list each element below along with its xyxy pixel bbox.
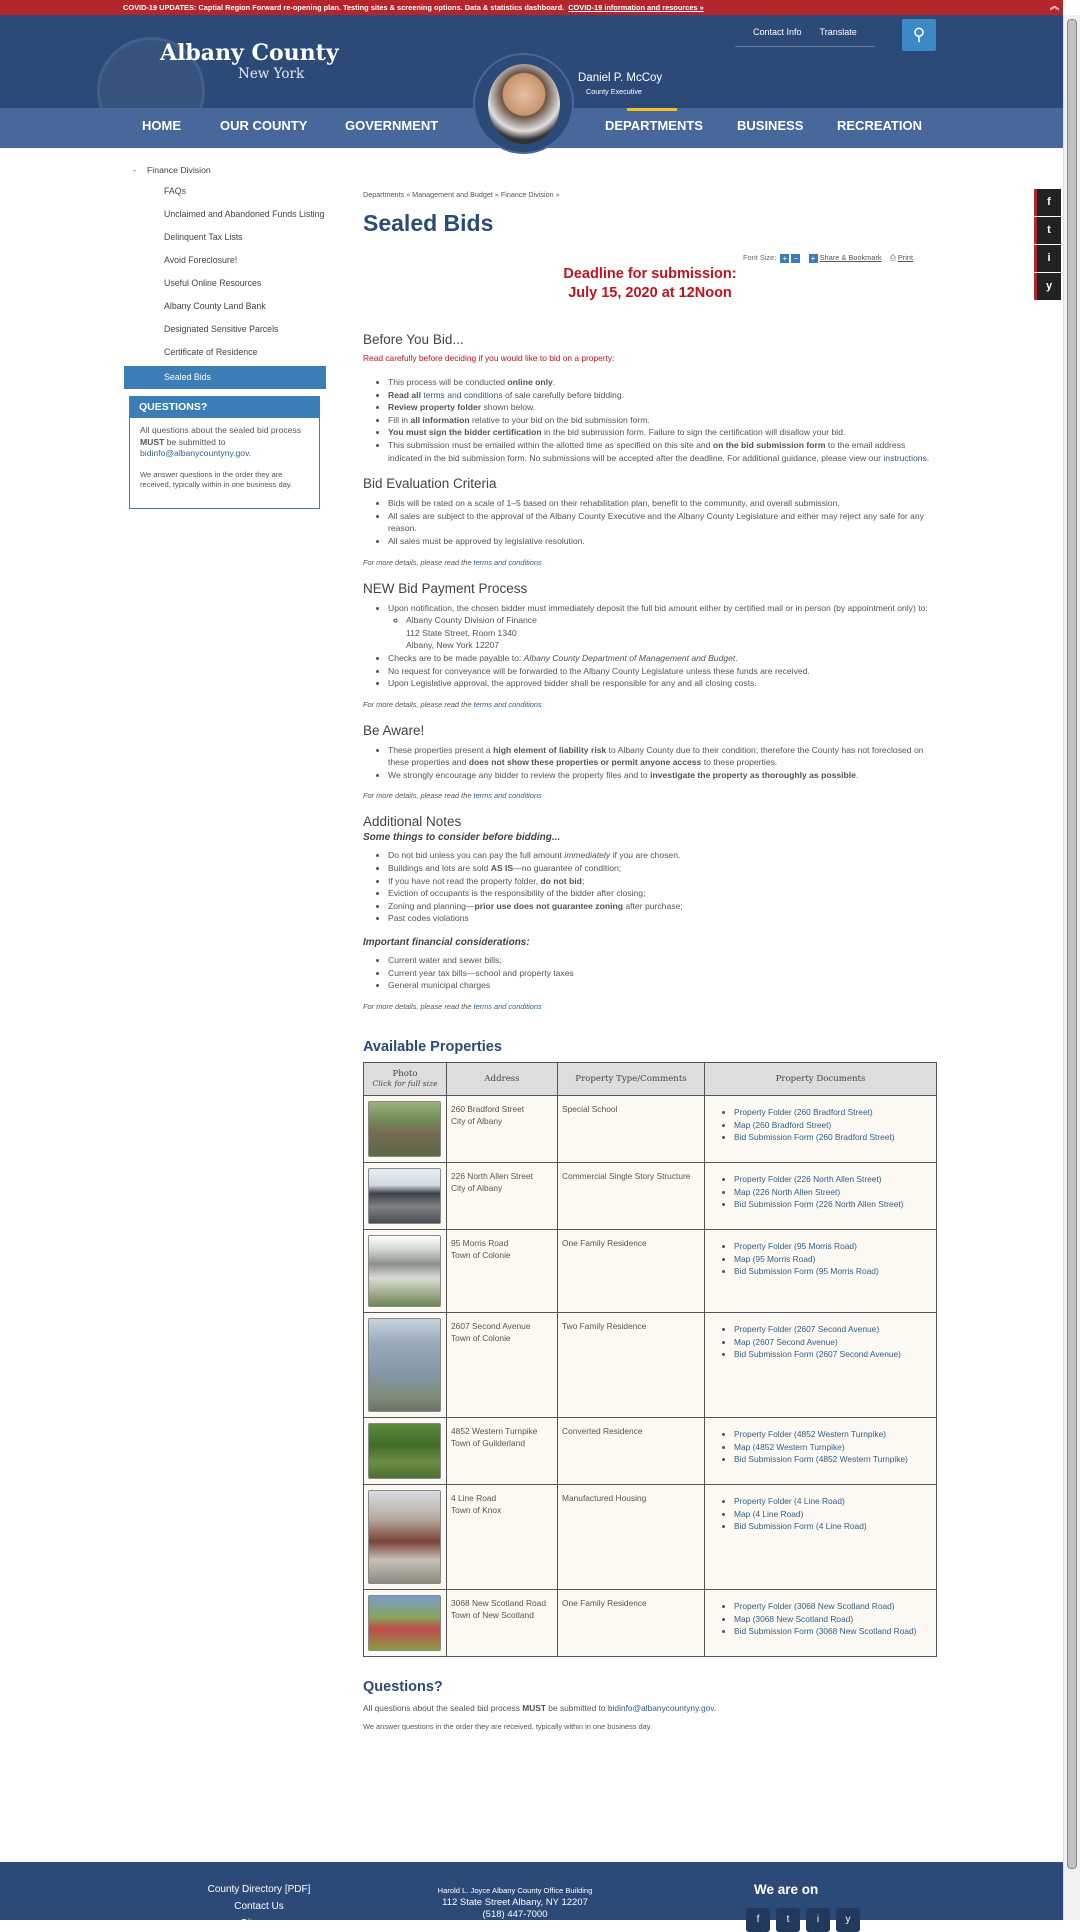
table-row: [364, 1312, 937, 1417]
documents-cell: [705, 1229, 937, 1312]
payment-heading: NEW Bid Payment Process: [363, 580, 528, 596]
property-folder-link[interactable]: Property Folder (226 North Allen Street): [734, 1173, 882, 1184]
documents-cell: [705, 1484, 937, 1589]
photo-cell: [364, 1417, 447, 1484]
nav-government[interactable]: GOVERNMENT: [345, 118, 439, 133]
aware-heading: Be Aware!: [363, 722, 425, 738]
documents-cell: [705, 1095, 937, 1162]
aware-list: [388, 744, 937, 782]
instructions-link[interactable]: instructions: [883, 452, 927, 463]
footer-social-icons: [746, 1908, 866, 1932]
nav-departments[interactable]: DEPARTMENTS: [605, 118, 703, 133]
print-link[interactable]: Print: [897, 253, 914, 262]
list-item: • This process will be conducted online only.: [388, 376, 937, 389]
photo-cell: [364, 1312, 447, 1417]
translate-link[interactable]: Translate: [819, 27, 857, 37]
type-cell: One Family Residence: [558, 1589, 705, 1656]
map-link[interactable]: Map (226 North Allen Street): [734, 1186, 841, 1197]
page-title: Sealed Bids: [363, 210, 494, 236]
list-item: • Fill in all information relative to your bid on the bid submission form.: [388, 414, 937, 427]
property-folder-link[interactable]: Property Folder (2607 Second Avenue): [734, 1323, 880, 1334]
bidinfo-email-link[interactable]: bidinfo@albanycountyny.gov: [607, 1702, 714, 1713]
questions-box: QUESTIONS? All questions about the sealed bid process MUST be submitted to bidinfo@albanycountyny.gov. We answer questions in the order they are received, typically within in one business day.: [129, 396, 320, 509]
list-item: • No request for conveyance will be forwarded to the Albany County Legislature unless these funds are received.: [388, 665, 937, 678]
list-item: • All sales are subject to the approval of the Albany County Executive and the Albany County Legislature and either may reject any sale for any reason.: [388, 510, 937, 535]
sidebar-item-online-resources[interactable]: Useful Online Resources: [164, 278, 262, 288]
map-link[interactable]: Map (2607 Second Avenue): [734, 1336, 838, 1347]
list-item: • These properties present a high element of liability risk to Albany County due to their condition; therefore the County has not foreclosed on these properties and does not show these properties or permit anyone access to these properties.: [388, 744, 937, 769]
share-icon: +: [809, 254, 818, 263]
terms-conditions-link[interactable]: terms and conditions: [473, 557, 542, 567]
list-item: • Review property folder shown below.: [388, 401, 937, 414]
page-tools: Font Size: + − + Share & Bookmark ⎙ Print: [743, 253, 914, 263]
bidinfo-email-link[interactable]: bidinfo@albanycountyny.gov: [140, 448, 249, 458]
address-cell: 3068 New Scotland Road Town of New Scotland: [447, 1589, 558, 1656]
nav-our-county[interactable]: OUR COUNTY: [220, 118, 308, 133]
list-item: • If you have not read the property folder, do not bid;: [388, 875, 937, 888]
scrollbar-thumb[interactable]: [1067, 19, 1077, 1869]
print-icon: ⎙: [889, 253, 896, 262]
search-icon: ⚲: [912, 25, 926, 44]
footer-sitemap-link[interactable]: Sitemap: [240, 1918, 278, 1929]
property-photo[interactable]: [368, 1595, 441, 1651]
address-item: ◦ Albany County Division of Finance 112 State Street, Room 1340 Albany, New York 12207: [406, 614, 937, 652]
financial-list: [388, 954, 937, 992]
sidebar-item-unclaimed-funds[interactable]: Unclaimed and Abandoned Funds Listing: [164, 209, 325, 219]
executive-name: Daniel P. McCoy: [578, 72, 663, 84]
site-logo-title[interactable]: Albany County: [160, 40, 339, 66]
youtube-icon[interactable]: y: [1034, 273, 1061, 300]
main-content: [363, 190, 937, 1731]
table-row: [364, 1417, 937, 1484]
address-cell: 260 Bradford Street City of Albany: [447, 1095, 558, 1162]
terms-conditions-link[interactable]: terms and conditions: [473, 791, 542, 801]
table-row: [364, 1484, 937, 1589]
bid-form-link[interactable]: Bid Submission Form (260 Bradford Street): [734, 1132, 895, 1143]
map-link[interactable]: Map (260 Bradford Street): [734, 1119, 832, 1130]
property-photo[interactable]: [368, 1318, 441, 1412]
executive-title: County Executive: [586, 87, 642, 96]
bid-form-link[interactable]: Bid Submission Form (4 Line Road): [734, 1521, 867, 1532]
map-link[interactable]: Map (3068 New Scotland Road): [734, 1613, 854, 1624]
bid-form-link[interactable]: Bid Submission Form (2607 Second Avenue): [734, 1349, 901, 1360]
property-folder-link[interactable]: Property Folder (3068 New Scotland Road): [734, 1600, 895, 1611]
notes-heading: Additional Notes: [363, 814, 462, 830]
notes-list: [388, 849, 937, 925]
sidebar-item-certificate-residence[interactable]: Certificate of Residence: [164, 347, 258, 357]
before-bid-list: [388, 376, 937, 464]
covid-info-link[interactable]: COVID-19 information and resources »: [568, 3, 704, 12]
facebook-icon[interactable]: f: [746, 1908, 770, 1932]
more-details-note: For more details, please read the terms and conditions: [363, 791, 542, 801]
social-sidebar: [1034, 189, 1061, 301]
list-item: • Eviction of occupants is the responsibility of the bidder after closing;: [388, 887, 937, 900]
type-cell: One Family Residence: [558, 1229, 705, 1312]
sidebar-item-avoid-foreclosure[interactable]: Avoid Foreclosure!: [164, 255, 238, 265]
before-bid-heading: Before You Bid...: [363, 332, 464, 347]
font-decrease-icon[interactable]: −: [791, 254, 800, 263]
terms-conditions-link[interactable]: terms and conditions: [473, 1001, 542, 1011]
nav-business[interactable]: BUSINESS: [737, 118, 804, 133]
bid-form-link[interactable]: Bid Submission Form (95 Morris Road): [734, 1266, 879, 1277]
table-row: [364, 1229, 937, 1312]
list-item: • Do not bid unless you can pay the full amount immediately if you are chosen.: [388, 849, 937, 862]
questions-heading: Questions?: [363, 1678, 443, 1695]
list-item: • Past codes violations: [388, 912, 937, 925]
property-photo[interactable]: [368, 1235, 441, 1307]
instagram-icon[interactable]: i: [806, 1908, 830, 1932]
bid-form-link[interactable]: Bid Submission Form (3068 New Scotland Road): [734, 1626, 917, 1637]
photo-cell: [364, 1095, 447, 1162]
county-executive-portrait: [475, 55, 572, 152]
bid-form-link[interactable]: Bid Submission Form (4852 Western Turnpike): [734, 1454, 908, 1465]
financial-subheading: Important financial considerations:: [363, 937, 530, 949]
instagram-icon[interactable]: i: [1034, 245, 1061, 272]
questions-text: All questions about the sealed bid process MUST be submitted to bidinfo@albanycountyny.gov.: [363, 1702, 717, 1713]
nav-home[interactable]: HOME: [142, 118, 181, 133]
list-item: • General municipal charges: [388, 979, 937, 992]
type-cell: Converted Residence: [558, 1417, 705, 1484]
search-button[interactable]: [902, 19, 936, 51]
utility-links: [735, 17, 875, 47]
list-item: • Upon notification, the chosen bidder must immediately deposit the full bid amount either by certified mail or in person (by appointment only) to: ◦ Albany County Division of Finance 112 State Street, Room 1340 Albany, New York 12207: [388, 602, 937, 652]
address-cell: 226 North Allen Street City of Albany: [447, 1162, 558, 1229]
twitter-icon[interactable]: t: [776, 1908, 800, 1932]
bid-form-link[interactable]: Bid Submission Form (226 North Allen Street): [734, 1199, 904, 1210]
col-type: Property Type/Comments: [558, 1062, 705, 1095]
property-folder-link[interactable]: Property Folder (95 Morris Road): [734, 1240, 857, 1251]
list-item: • Buildings and lots are sold AS IS—no guarantee of condition;: [388, 862, 937, 875]
more-details-note: For more details, please read the terms and conditions: [363, 557, 542, 567]
address-cell: 4 Line Road Town of Knox: [447, 1484, 558, 1589]
list-item: • Current water and sewer bills;: [388, 954, 937, 967]
property-folder-link[interactable]: Property Folder (260 Bradford Street): [734, 1106, 873, 1117]
photo-cell: [364, 1162, 447, 1229]
share-bookmark-link[interactable]: Share & Bookmark: [819, 253, 882, 262]
properties-heading: Available Properties: [363, 1038, 502, 1055]
deadline-notice: Deadline for submission: July 15, 2020 at 12Noon: [563, 266, 737, 301]
documents-cell: [705, 1312, 937, 1417]
twitter-icon[interactable]: t: [1034, 217, 1061, 244]
type-cell: Special School: [558, 1095, 705, 1162]
terms-conditions-link[interactable]: terms and conditions: [423, 389, 503, 400]
list-item: • Bids will be rated on a scale of 1–5 based on their rehabilitation plan, benefit to the community, and overall submission.: [388, 497, 937, 510]
property-photo[interactable]: [368, 1168, 441, 1224]
terms-conditions-link[interactable]: terms and conditions: [473, 699, 542, 709]
breadcrumb[interactable]: Departments » Management and Budget » Finance Division »: [363, 190, 560, 199]
property-photo[interactable]: [368, 1423, 441, 1479]
payment-list: [388, 602, 937, 690]
col-documents: Property Documents: [705, 1062, 937, 1095]
list-item: • Current year tax bills—school and property taxes: [388, 967, 937, 980]
properties-table: [363, 1062, 937, 1657]
nav-recreation[interactable]: RECREATION: [837, 118, 922, 133]
address-cell: 2607 Second Avenue Town of Colonie: [447, 1312, 558, 1417]
questions-response-note: We answer questions in the order they are received, typically within in one business day.: [363, 1721, 652, 1731]
more-details-note: For more details, please read the terms and conditions: [363, 1001, 542, 1011]
sidebar-item-delinquent-tax[interactable]: Delinquent Tax Lists: [164, 232, 243, 242]
list-item: • We strongly encourage any bidder to review the property files and to investigate the property as thoroughly as possible.: [388, 769, 937, 782]
section-sidebar: [124, 160, 326, 389]
col-photo: Photo Click for full size: [364, 1062, 447, 1095]
footer-links: [204, 1881, 314, 1932]
more-details-note: For more details, please read the terms and conditions: [363, 699, 542, 709]
address-cell: 95 Morris Road Town of Colonie: [447, 1229, 558, 1312]
alert-text: COVID-19 UPDATES: Captial Region Forward re-opening plan. Testing sites & screening options. Data & statistics dashboard.: [123, 3, 565, 12]
table-row: [364, 1162, 937, 1229]
font-increase-icon[interactable]: +: [780, 254, 789, 263]
questions-box-title: QUESTIONS?: [130, 397, 319, 418]
footer-address: Harold L. Joyce Albany County Office Building 112 State Street Albany, NY 12207 (518) 447-7000: [437, 1886, 593, 1920]
property-folder-link[interactable]: Property Folder (4 Line Road): [734, 1495, 845, 1506]
criteria-heading: Bid Evaluation Criteria: [363, 476, 497, 492]
property-photo[interactable]: [368, 1101, 441, 1157]
list-item: • Zoning and planning—prior use does not guarantee zoning after purchase;: [388, 900, 937, 913]
list-item: • Read all terms and conditions of sale carefully before bidding.: [388, 389, 937, 402]
portrait-photo: [488, 64, 560, 144]
site-footer: [0, 1862, 1063, 1929]
list-item: • This submission must be emailed within the allotted time as specified on this site and on the bid submission form to the email address indicated in the bid submission form. No submissions will be accepted after the deadline. For additional guidance, please view our instructions.: [388, 439, 937, 464]
sidebar-item-land-bank[interactable]: Albany County Land Bank: [164, 301, 266, 311]
address-cell: 4852 Western Turnpike Town of Guilderland: [447, 1417, 558, 1484]
photo-cell: [364, 1484, 447, 1589]
collapse-icon[interactable]: -: [133, 165, 136, 175]
site-logo-subtitle: New York: [238, 66, 305, 82]
type-cell: Commercial Single Story Structure: [558, 1162, 705, 1229]
documents-cell: [705, 1589, 937, 1656]
list-item: • You must sign the bidder certification in the bid submission form. Failure to sign the certification will disallow your bid.: [388, 426, 937, 439]
footer-contact-link[interactable]: Contact Us: [234, 1901, 284, 1912]
col-address: Address: [447, 1062, 558, 1095]
documents-cell: [705, 1162, 937, 1229]
before-bid-lead: Read carefully before deciding if you would like to bid on a property:: [363, 353, 615, 363]
table-row: [364, 1095, 937, 1162]
list-item: • All sales must be approved by legislative resolution.: [388, 535, 937, 548]
notes-subheading: Some things to consider before bidding...: [363, 832, 561, 844]
footer-social-title: We are on: [754, 1882, 819, 1897]
map-link[interactable]: Map (4 Line Road): [734, 1508, 804, 1519]
documents-cell: [705, 1417, 937, 1484]
collapse-alert-icon[interactable]: ︽: [1049, 1, 1059, 11]
sidebar-item-sealed-bids[interactable]: Sealed Bids: [124, 366, 326, 389]
sidebar-item-sensitive-parcels[interactable]: Designated Sensitive Parcels: [164, 324, 279, 334]
sidebar-parent-finance[interactable]: - Finance Division: [124, 160, 326, 180]
table-row: [364, 1589, 937, 1656]
youtube-icon[interactable]: y: [836, 1908, 860, 1932]
property-folder-link[interactable]: Property Folder (4852 Western Turnpike): [734, 1428, 887, 1439]
nav-active-indicator: [627, 108, 677, 111]
contact-info-link[interactable]: Contact Info: [753, 27, 802, 37]
list-item: • Checks are to be made payable to: Albany County Department of Management and Budget.: [388, 652, 937, 665]
facebook-icon[interactable]: f: [1034, 189, 1061, 216]
type-cell: Two Family Residence: [558, 1312, 705, 1417]
property-photo[interactable]: [368, 1490, 441, 1584]
map-link[interactable]: Map (4852 Western Turnpike): [734, 1441, 845, 1452]
sidebar-item-faqs[interactable]: FAQs: [164, 186, 186, 196]
criteria-list: [388, 497, 937, 547]
covid-alert-bar: [0, 0, 1063, 15]
photo-cell: [364, 1229, 447, 1312]
scrollbar[interactable]: [1063, 15, 1080, 1920]
type-cell: Manufactured Housing: [558, 1484, 705, 1589]
photo-cell: [364, 1589, 447, 1656]
footer-county-directory-link[interactable]: County Directory [PDF]: [207, 1884, 311, 1895]
map-link[interactable]: Map (95 Morris Road): [734, 1253, 816, 1264]
list-item: • Upon Legislative approval, the approved bidder shall be responsible for any and all closing costs.: [388, 677, 937, 690]
